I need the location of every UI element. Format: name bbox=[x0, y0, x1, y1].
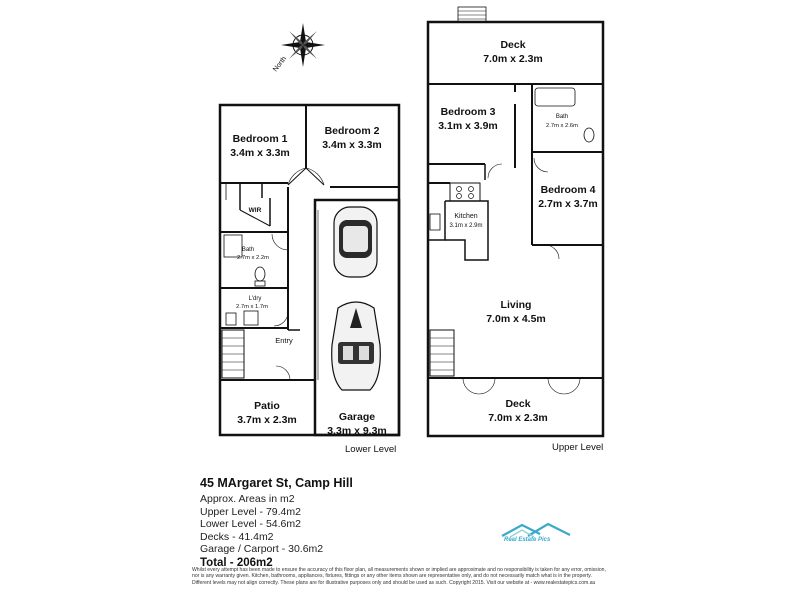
room-bedroom-3-label: Bedroom 3 bbox=[440, 106, 496, 118]
area-upper-level: Upper Level - 79.4m2 bbox=[200, 505, 301, 518]
room-kitchen-size: 3.1m x 2.9m bbox=[449, 223, 483, 229]
room-patio-label: Patio bbox=[254, 400, 280, 412]
room-bath-upper-label: Bath bbox=[555, 114, 569, 120]
upper-level-label: Upper Level bbox=[552, 442, 604, 453]
property-address: 45 MArgaret St, Camp Hill bbox=[200, 476, 353, 490]
room-bath-upper-size: 2.7m x 2.6m bbox=[546, 123, 578, 129]
room-bedroom-4-size: 2.7m x 3.7m bbox=[538, 198, 598, 210]
area-garage: Garage / Carport - 30.6m2 bbox=[200, 543, 324, 556]
area-decks: Decks - 41.4m2 bbox=[200, 530, 274, 543]
compass-label: North bbox=[272, 55, 289, 74]
room-bedroom-4-label: Bedroom 4 bbox=[540, 184, 596, 196]
room-bedroom-2-size: 3.4m x 3.3m bbox=[322, 139, 382, 151]
room-bedroom-2-label: Bedroom 2 bbox=[324, 125, 380, 137]
room-deck-bottom-label: Deck bbox=[505, 398, 531, 410]
room-living-size: 7.0m x 4.5m bbox=[486, 313, 546, 325]
room-laundry-size: 2.7m x 1.7m bbox=[236, 304, 268, 310]
room-deck-top-label: Deck bbox=[500, 39, 526, 51]
room-bedroom-3-size: 3.1m x 3.9m bbox=[438, 120, 498, 132]
room-deck-top-size: 7.0m x 2.3m bbox=[483, 53, 543, 65]
room-deck-bottom-size: 7.0m x 2.3m bbox=[488, 412, 548, 424]
disclaimer-text: Whilst every attempt has been made to ensure the accuracy of this floor plan, all measurements shown or implied are approximate and no responsibility is taken for any error, omission, nor is any warranty given. Kitchen, bathrooms, appliances, fixtures, fittings or any other items shown are representative only, and do not necessarily match what is in the property. Different levels may not align correctly. These plans are for illustrative purposes only and should be used as such. Copyright 2015. Visit our website at - www.realestatepics.com.au bbox=[192, 567, 606, 586]
lower-level-label: Lower Level bbox=[345, 444, 397, 455]
room-patio-size: 3.7m x 2.3m bbox=[237, 414, 297, 426]
room-kitchen-label: Kitchen bbox=[454, 213, 478, 220]
upper-level-plan bbox=[428, 7, 603, 436]
area-total: Total - 206m2 bbox=[200, 556, 273, 569]
car-icon bbox=[334, 207, 377, 277]
room-bath-lower-size: 2.7m x 2.2m bbox=[237, 255, 269, 261]
convertible-car-icon bbox=[332, 302, 381, 390]
room-bedroom-1-label: Bedroom 1 bbox=[232, 133, 288, 145]
area-lower-level: Lower Level - 54.6m2 bbox=[200, 518, 301, 531]
room-garage-label: Garage bbox=[338, 411, 376, 423]
house-roof-icon bbox=[500, 522, 590, 538]
room-laundry-label: L'dry bbox=[248, 296, 262, 302]
room-bedroom-1-size: 3.4m x 3.3m bbox=[230, 147, 290, 159]
room-living-label: Living bbox=[500, 299, 532, 311]
room-garage-size: 3.3m x 9.3m bbox=[327, 425, 387, 437]
room-bath-lower-label: Bath bbox=[241, 247, 255, 253]
room-wir-label: WIR bbox=[248, 207, 262, 214]
company-logo bbox=[500, 522, 590, 548]
area-heading: Approx. Areas in m2 bbox=[200, 493, 295, 505]
room-entry-label: Entry bbox=[275, 336, 293, 345]
logo-text: Real Estate Pics bbox=[504, 537, 551, 543]
